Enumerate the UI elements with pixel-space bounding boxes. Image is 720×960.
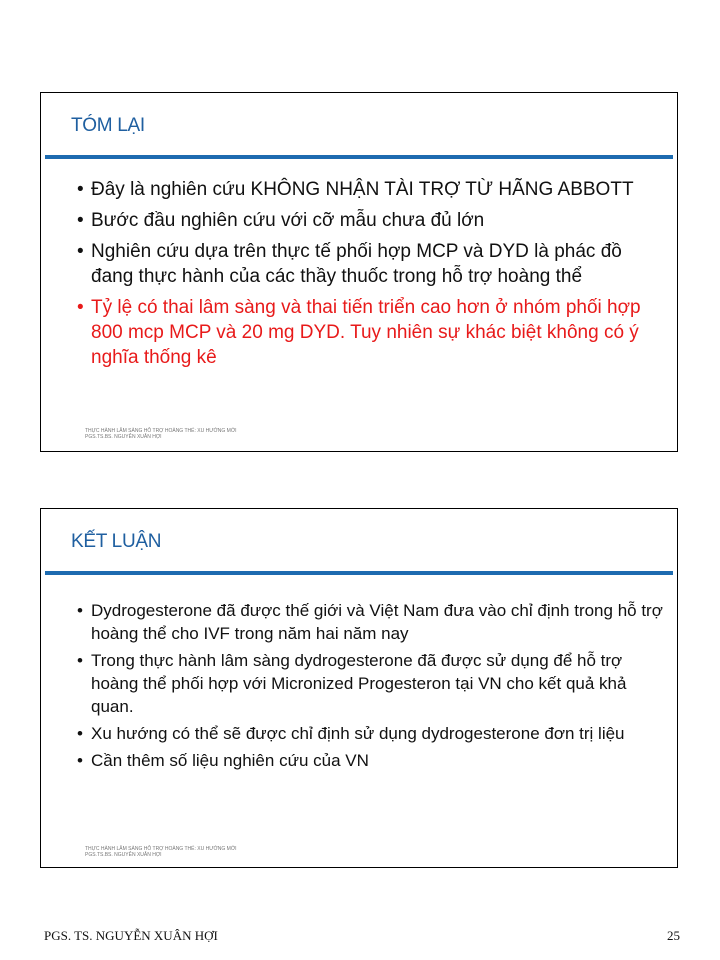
bullet-item: • Đây là nghiên cứu KHÔNG NHẬN TÀI TRỢ TỪ HÃNG ABBOTT: [77, 179, 634, 200]
bullet-dot-icon: •: [77, 601, 83, 620]
bullet-dot-icon: •: [77, 241, 84, 262]
bullet-item: • Dydrogesterone đã được thế giới và Việt Nam đưa vào chỉ định trong hỗ trợ hoàng thể cho IVF trong năm hai năm nay: [77, 601, 663, 643]
slide-title: KẾT LUẬN: [71, 531, 162, 552]
title-divider: [45, 571, 673, 575]
bullet-dot-icon: •: [77, 297, 84, 318]
title-divider: [45, 155, 673, 159]
bullet-dot-icon: •: [77, 724, 83, 743]
bullet-dot-icon: •: [77, 210, 84, 231]
page-number: 25: [667, 928, 680, 943]
slide-tom-lai: [40, 92, 678, 452]
bullet-dot-icon: •: [77, 651, 83, 670]
slide-title: TÓM LẠI: [71, 115, 145, 136]
bullet-item: • Trong thực hành lâm sàng dydrogesterone đã được sử dụng để hỗ trợ hoàng thể phối hợp với Micronized Progesteron tại VN cho kết quả khả quan.: [77, 651, 627, 716]
bullet-dot-icon: •: [77, 751, 83, 770]
author-name: PGS. TS. NGUYỄN XUÂN HỢI: [44, 928, 218, 943]
slide-footnote: THỰC HÀNH LÂM SÀNG HỖ TRỢ HOÀNG THỂ: XU HƯỚNG MỚI PGS.TS.BS. NGUYỄN XUÂN HỢI: [85, 428, 237, 440]
bullet-item: • Cần thêm số liệu nghiên cứu của VN: [77, 751, 369, 770]
bullet-dot-icon: •: [77, 179, 84, 200]
slide-ket-luan: [40, 508, 678, 868]
bullet-item: • Nghiên cứu dựa trên thực tế phối hợp MCP và DYD là phác đồ đang thực hành của các thầy thuốc trong hỗ trợ hoàng thể: [77, 241, 622, 287]
bullet-item: • Xu hướng có thể sẽ được chỉ định sử dụng dydrogesterone đơn trị liệu: [77, 724, 625, 743]
bullet-list: [77, 177, 663, 376]
slide-footnote: THỰC HÀNH LÂM SÀNG HỖ TRỢ HOÀNG THỂ: XU HƯỚNG MỚI PGS.TS.BS. NGUYỄN XUÂN HỢI: [85, 846, 237, 858]
bullet-item-highlighted: • Tỷ lệ có thai lâm sàng và thai tiến triển cao hơn ở nhóm phối hợp 800 mcp MCP và 20 mg DYD. Tuy nhiên sự khác biệt không có ý nghĩa thống kê: [77, 297, 641, 368]
bullet-item: • Bước đầu nghiên cứu với cỡ mẫu chưa đủ lớn: [77, 210, 485, 231]
bullet-list: [77, 599, 663, 776]
